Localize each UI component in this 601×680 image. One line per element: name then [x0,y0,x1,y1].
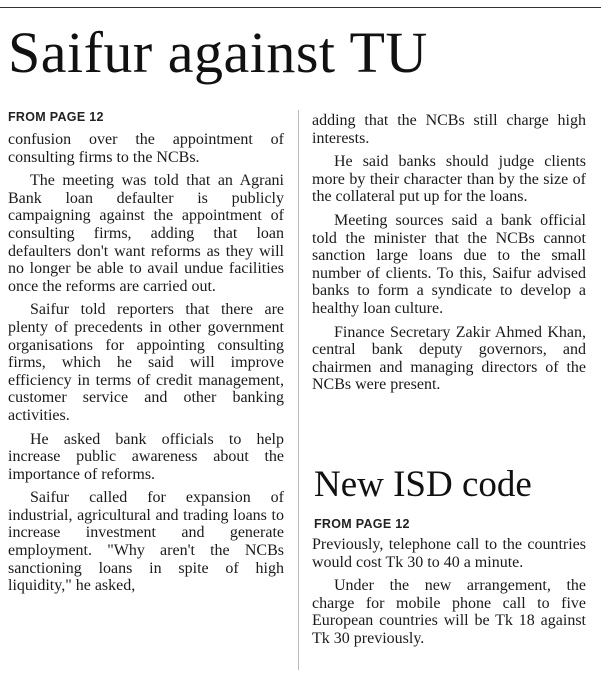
article-paragraph: Under the new arrangement, the charge for mobile phone call to five European countries will be Tk 18 against Tk 30 previously. [312,577,586,647]
top-rule [0,7,601,8]
article-paragraph: He asked bank officials to help increase public awareness about the importance of reforms. [8,430,284,483]
column-divider [298,110,299,670]
article-right-column [312,112,586,394]
article-left-column [8,131,284,595]
article-paragraph: Saifur called for expansion of industrial, agricultural and trading loans to increase investment and generate employment. "Why aren't the NCBs sanctioning loans in spite of high liquidity," he asked, [8,489,284,595]
second-article-headline: New ISD code [314,464,532,505]
second-article-body [312,536,586,648]
article-paragraph: Finance Secretary Zakir Ahmed Khan, central bank deputy governors, and chairmen and managing directors of the NCBs were present. [312,323,586,394]
article-paragraph: confusion over the appointment of consulting firms to the NCBs. [8,131,284,166]
article-paragraph: Meeting sources said a bank official told the minister that the NCBs cannot sanction large loans due to the small number of clients. To this, Saifur advised banks to form a syndicate to develop a healthy loan culture. [312,211,586,317]
article-headline: Saifur against TU [8,20,428,85]
article-paragraph: He said banks should judge clients more by their character than by the size of the collateral put up for the loans. [312,153,586,206]
article-paragraph: adding that the NCBs still charge high interests. [312,112,586,147]
cropped-top-strip [0,0,601,6]
article-paragraph: Saifur told reporters that there are plenty of precedents in other government organisations for appointing consulting firms, which he said will improve efficiency in terms of credit management, customer service and other banking activities. [8,301,284,424]
article-paragraph: The meeting was told that an Agrani Bank loan defaulter is publicly campaigning against the appointment of consulting firms, adding that loan defaulters don't want reforms as they will no longer be able to avail undue facilities once the reforms are carried out. [8,172,284,295]
article-paragraph: Previously, telephone call to the countries would cost Tk 30 to 40 a minute. [312,536,586,571]
article-kicker: FROM PAGE 12 [8,110,104,124]
second-article-kicker: FROM PAGE 12 [314,517,410,531]
